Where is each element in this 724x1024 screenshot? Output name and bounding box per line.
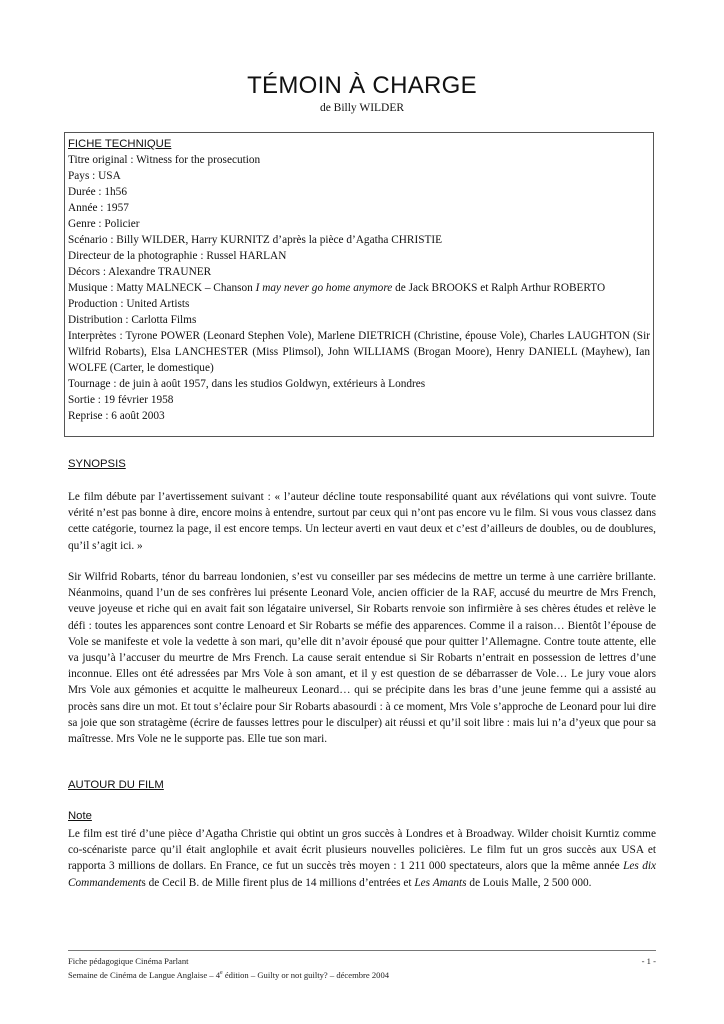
footer-divider	[68, 950, 656, 951]
fiche-heading: FICHE TECHNIQUE	[68, 138, 172, 150]
note-text-b: s de Cecil B. de Mille firent plus de 14 millions d’entrées et	[141, 876, 415, 889]
footer-line-2-start: Semaine de Cinéma de Langue Anglaise – 4	[68, 969, 221, 980]
musique-suffix: de Jack BROOKS et Ralph Arthur ROBERTO	[392, 282, 606, 294]
fiche-musique	[68, 280, 650, 296]
footer-line-1: Fiche pédagogique Cinéma Parlant	[68, 956, 189, 966]
note-text-a: Le film est tiré d’une pièce d’Agatha Christie qui obtint un gros succès à Londres et à Broadway. Wilder choisit Kurntiz comme co-scénariste parce qu’il était anglophile et avait écrit plusieurs nouvelles policières. Le film fut un gros succès aux USA et rapporta 3 millions de dollars. En France, ce fut un succès très moyen : 1 211 000 spectateurs, alors que la même année	[68, 828, 656, 873]
synopsis-heading: SYNOPSIS	[68, 458, 126, 470]
page-title: TÉMOIN À CHARGE	[247, 72, 477, 99]
footer-superscript: e	[220, 970, 223, 976]
fiche-photo: Directeur de la photographie : Russel HARLAN	[68, 250, 287, 262]
fiche-genre: Genre : Policier	[68, 218, 140, 230]
note-paragraph	[68, 826, 656, 891]
fiche-decors: Décors : Alexandre TRAUNER	[68, 266, 212, 278]
autour-heading: AUTOUR DU FILM	[68, 779, 164, 791]
fiche-annee: Année : 1957	[68, 202, 129, 214]
film-title-commandements: Les dix Commandement	[68, 860, 656, 889]
note-heading: Note	[68, 810, 92, 822]
fiche-distribution: Distribution : Carlotta Films	[68, 314, 197, 326]
film-title-amants: Les Amants	[414, 876, 467, 889]
fiche-pays: Pays : USA	[68, 170, 121, 182]
fiche-reprise: Reprise : 6 août 2003	[68, 410, 165, 422]
fiche-sortie: Sortie : 19 février 1958	[68, 394, 174, 406]
fiche-interpretes: Interprètes : Tyrone POWER (Leonard Stephen Vole), Marlene DIETRICH (Christine, épouse Vole), Charles LAUGHTON (Sir Wilfrid Robarts), Elsa LANCHESTER (Miss Plimsol), John WILLIAMS (Brogan Moore), Henry DANIELL (Mayhew), Ian WOLFE (Carter, le domestique)	[68, 330, 650, 374]
synopsis-paragraph-2: Sir Wilfrid Robarts, ténor du barreau londonien, s’est vu conseiller par ses médecins de mettre un terme à une carrière brillante. Néanmoins, quand l’un de ses confrères lui présente Leonard Vole, ancien officier de la RAF, accusé du meurtre de Mrs French, veuve joyeuse et riche qui en avait fait son légataire universel, Sir Robarts renvoie son infirmière à ses chères études et relève le défi : toutes les apparences sont contre Lenoard et Sir Robarts se méfie des apparences. Comme il a raison… Bientôt l’épouse de Vole se manifeste et vole la vedette à son mari, qu’elle dit n’avoir épousé que pour quitter l’Allemagne. Contre toute attente, elle va jusqu’à l’accuser du meurtre de Mrs French. La cause serait entendue si Sir Robarts n’entrait en possession de lettres d’une inconnue. Elles ont été adressées par Mrs Vole à son amant, et il y est question de se débarrasser de Vole… Le jury voue alors Mrs Vole aux gémonies et acquitte le malheureux Leonard… qui se précipite dans les bras d’une jeune femme qui a assisté au procès sans dire un mot. Et tout s’éclaire pour Sir Robarts abasourdi : à ce moment, Mrs Vole s’approche de Leonard pour lui dire sa joie que son stratagème (écrire de fausses lettres pour le disculper) ait réussi et qu’il soit libre : mais lui n’a d’yeux que pour sa maîtresse. Mrs Vole ne le supporte pas. Elle tue son mari.	[68, 571, 656, 746]
footer-line-2-end: édition – Guilty or not guilty? – décembre 2004	[222, 969, 390, 980]
fiche-production: Production : United Artists	[68, 298, 190, 310]
page-number: - 1 -	[641, 956, 656, 966]
fiche-technique-box	[64, 132, 654, 437]
fiche-tournage: Tournage : de juin à août 1957, dans les studios Goldwyn, extérieurs à Londres	[68, 378, 426, 390]
note-text-c: de Louis Malle, 2 500 000.	[466, 876, 592, 889]
synopsis-paragraph-1: Le film débute par l’avertissement suivant : « l’auteur décline toute responsabilité quant aux révélations qui vont suivre. Toute vérité n’est pas bonne à dire, encore moins à entendre, surtout par ceux qui n’ont pas encore vu le film. Si vous vous classez dans cette catégorie, tournez la page, il est encore temps. Un lecteur averti en vaut deux et c’est d’ailleurs de doubles, ou de doublures, qu’il s’agit ici. »	[68, 491, 656, 552]
fiche-duree: Durée : 1h56	[68, 186, 127, 198]
footer-line-2	[68, 967, 656, 981]
fiche-scenario: Scénario : Billy WILDER, Harry KURNITZ d’après la pièce d’Agatha CHRISTIE	[68, 234, 443, 246]
page-subtitle: de Billy WILDER	[319, 102, 405, 114]
musique-prefix: Musique : Matty MALNECK – Chanson	[68, 282, 256, 294]
song-title: I may never go home anymore	[255, 282, 393, 294]
page-footer	[68, 955, 656, 981]
fiche-titre: Titre original : Witness for the prosecution	[68, 154, 261, 166]
